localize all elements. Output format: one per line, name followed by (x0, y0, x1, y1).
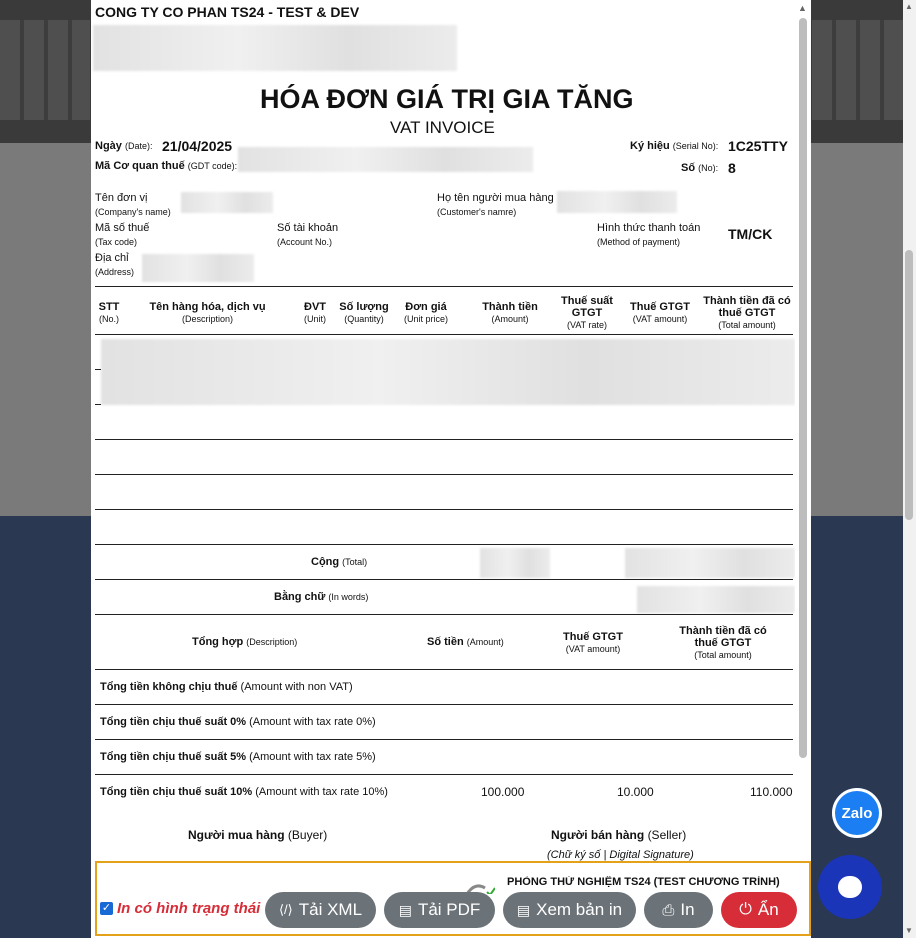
digital-signature-note: (Chữ ký số | Digital Signature) (547, 849, 694, 861)
modal-scrollbar[interactable] (795, 0, 811, 938)
col-header-quantity: Số lượng (Quantity) (339, 301, 389, 324)
live-chat-button[interactable] (818, 855, 882, 919)
serial-number: 1C25TTY (728, 138, 788, 154)
col-header-description: Tên hàng hóa, dịch vụ (Description) (149, 301, 266, 324)
file-code-icon: ⟨/⟩ (278, 902, 293, 917)
table-row-border (95, 614, 793, 615)
address-label: Địa chỉ (Address) (95, 252, 135, 277)
table-row-border (95, 579, 793, 580)
modal-scrollbar-thumb[interactable] (799, 18, 807, 758)
in-words-redacted (637, 586, 795, 613)
col-header-unit: ĐVT (Unit) (304, 301, 326, 324)
col-header-no: STT (No.) (98, 301, 120, 324)
print-status-label[interactable]: In có hình trạng thái (117, 900, 261, 917)
chat-icon (838, 876, 862, 898)
table-row-border (95, 369, 101, 370)
background-photo-right (812, 20, 916, 120)
table-items-redacted (101, 339, 795, 405)
chevron-up-icon[interactable]: ▲ (798, 3, 807, 13)
hide-button[interactable]: ⏻ Ẩn (721, 892, 797, 928)
page-scrollbar-thumb[interactable] (905, 250, 913, 520)
chevron-up-icon[interactable]: ▲ (905, 2, 913, 11)
seller-company-name: CONG TY CO PHAN TS24 - TEST & DEV (95, 4, 360, 20)
col-header-unit-price: Đơn giá (Unit price) (403, 301, 448, 324)
background-photo-left (0, 20, 90, 120)
total-label: Cộng (Total) (311, 556, 368, 568)
file-pdf-icon: ▤ (398, 901, 412, 918)
table-row-border (95, 544, 793, 545)
checkbox-icon[interactable]: ✓ (101, 902, 112, 914)
in-words-label: Bằng chữ (In words) (274, 591, 369, 603)
signer-name: PHÒNG THỬ NGHIỆM TS24 (TEST CHƯƠNG TRÌNH) (507, 876, 780, 888)
summary-total-10: 110.000 (750, 785, 793, 799)
table-header-border (95, 334, 793, 335)
address-redacted (142, 254, 254, 282)
buyer-signature-label: Người mua hàng (Buyer) (188, 828, 328, 842)
summary-header-amount: Số tiền (Amount) (427, 636, 504, 648)
power-icon: ⏻ (739, 901, 752, 918)
seller-signature-label: Người bán hàng (Seller) (551, 828, 687, 842)
view-print-button[interactable]: ▤ Xem bản in (503, 892, 636, 928)
print-status-checkbox[interactable] (100, 900, 260, 917)
table-row-border (95, 404, 101, 405)
summary-header-vat: Thuế GTGT (VAT amount) (563, 631, 623, 654)
col-header-vat-amount: Thuế GTGT (VAT amount) (630, 301, 690, 324)
summary-vat-10: 10.000 (617, 785, 654, 799)
date-label: Ngày (Date): (95, 140, 153, 152)
buyer-name-label: Họ tên người mua hàng (Customer's namre) (437, 192, 554, 217)
summary-amount-10: 100.000 (481, 785, 525, 799)
summary-row: Tổng tiền chịu thuế suất 0% (Amount with tax rate 0%) (100, 716, 376, 728)
total-vat-redacted (625, 548, 795, 578)
invoice-no-label: Số (No): (681, 162, 719, 174)
invoice-date: 21/04/2025 (162, 138, 233, 154)
gdt-code-label: Mã Cơ quan thuế (GDT code): (95, 160, 238, 172)
col-header-vat-rate: Thuế suất GTGT (VAT rate) (561, 295, 613, 330)
summary-row: Tổng tiền không chịu thuế (Amount with non VAT) (100, 681, 353, 693)
payment-method-label: Hình thức thanh toán (Method of payment) (597, 222, 701, 247)
summary-header-total: Thành tiền đã có thuế GTGT (Total amount) (679, 625, 767, 660)
col-header-amount: Thành tiền (Amount) (482, 301, 538, 324)
print-icon: ⎙ (662, 901, 675, 919)
print-button[interactable]: ⎙ In (644, 892, 713, 928)
invoice-subtitle: VAT INVOICE (390, 118, 495, 137)
chevron-down-icon[interactable]: ▼ (905, 926, 913, 935)
total-amount-redacted (480, 548, 550, 578)
summary-row: Tổng tiền chịu thuế suất 10% (Amount with tax rate 10%) (100, 786, 388, 798)
file-pdf-icon: ▤ (516, 901, 531, 918)
summary-row-border (95, 704, 793, 705)
summary-row-border (95, 739, 793, 740)
company-name-label: Tên đơn vị (Company's name) (95, 192, 171, 217)
col-header-total-amount: Thành tiền đã có thuế GTGT (Total amount) (703, 295, 791, 330)
buyer-name-redacted (557, 191, 677, 213)
download-pdf-button[interactable]: ▤ Tải PDF (384, 892, 495, 928)
page-scrollbar[interactable] (903, 0, 916, 938)
serial-label: Ký hiệu (Serial No): (630, 140, 719, 152)
table-row-border (95, 439, 793, 440)
table-top-border (95, 286, 793, 287)
table-row-border (95, 474, 793, 475)
tax-code-label: Mã số thuế (Tax code) (95, 222, 150, 247)
summary-row: Tổng tiền chịu thuế suất 5% (Amount with tax rate 5%) (100, 751, 376, 763)
account-label: Số tài khoản (Account No.) (277, 222, 339, 247)
seller-info-redacted (93, 25, 457, 71)
summary-header-description: Tổng hợp (Description) (192, 636, 298, 648)
payment-method: TM/CK (728, 226, 773, 242)
invoice-title: HÓA ĐƠN GIÁ TRỊ GIA TĂNG (260, 84, 634, 114)
invoice-number: 8 (728, 160, 736, 176)
download-xml-button[interactable]: ⟨/⟩ Tải XML (265, 892, 376, 928)
summary-row-border (95, 669, 793, 670)
buyer-company-redacted (181, 192, 273, 213)
zalo-chat-button[interactable]: Zalo (832, 788, 882, 838)
gdt-code-redacted (238, 147, 533, 172)
summary-row-border (95, 774, 793, 775)
table-row-border (95, 509, 793, 510)
